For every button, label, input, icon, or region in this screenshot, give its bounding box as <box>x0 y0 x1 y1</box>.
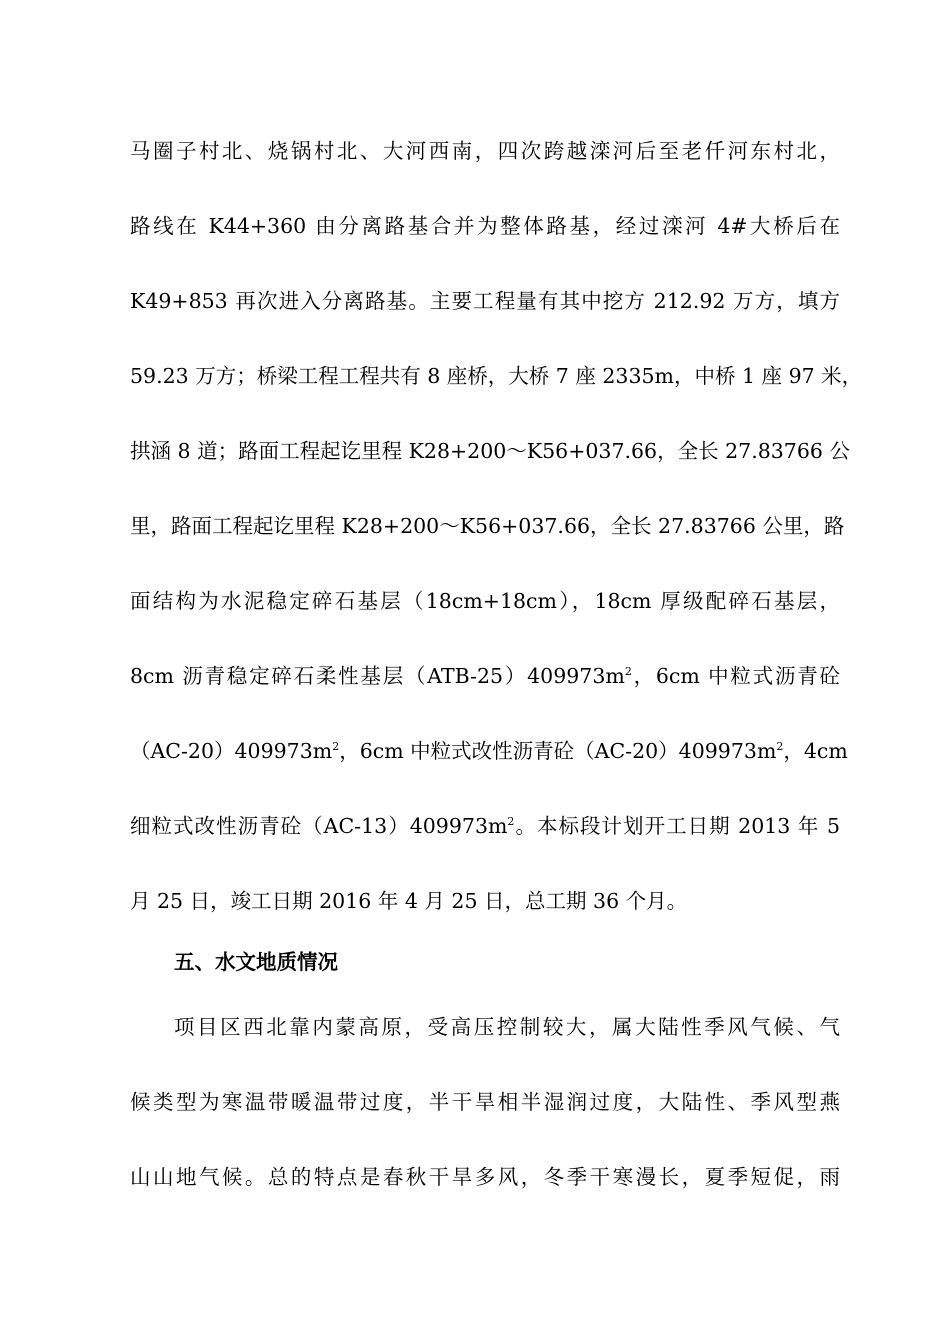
superscript: 2 <box>776 740 784 754</box>
text-line-6: 里，路面工程起讫里程 K28+200～K56+037.66，全长 27.83766 公里，路 <box>130 514 845 538</box>
text-line-2: 路线在 K44+360 由分离路基合并为整体路基，经过滦河 4#大桥后在 <box>130 214 840 238</box>
superscript: 2 <box>332 740 340 754</box>
text-segment: ，6cm 中粒式改性沥青砼（AC-20）409973m <box>339 739 777 763</box>
text-segment: 细粒式改性沥青砼（AC-13）409973m <box>130 814 508 838</box>
text-segment: （AC-20）409973m <box>130 739 333 763</box>
text-segment: ，6cm 中粒式沥青砼 <box>631 664 840 688</box>
superscript: 2 <box>624 665 632 679</box>
section-heading: 五、水文地质情况 <box>174 950 338 974</box>
paragraph-line-2: 候类型为寒温带暖温带过度，半干旱相半湿润过度，大陆性、季风型燕 <box>130 1090 840 1114</box>
text-line-11: 月 25 日，竣工日期 2016 年 4 月 25 日，总工期 36 个月。 <box>130 889 688 913</box>
text-segment: 8cm 沥青稳定碎石柔性基层（ATB-25）409973m <box>130 664 625 688</box>
text-line-9 <box>130 736 848 766</box>
text-line-4: 59.23 万方；桥梁工程工程共有 8 座桥，大桥 7 座 2335m，中桥 1 座 97 米， <box>130 364 863 388</box>
paragraph-line-1: 项目区西北靠内蒙高原，受高压控制较大，属大陆性季风气候、气 <box>174 1015 840 1039</box>
text-line-7: 面结构为水泥稳定碎石基层（18cm+18cm），18cm 厚级配碎石基层， <box>130 589 840 613</box>
text-line-8 <box>130 661 840 691</box>
text-line-5: 拱涵 8 道；路面工程起讫里程 K28+200～K56+037.66，全长 27.83766 公 <box>130 439 850 463</box>
text-line-3: K49+853 再次进入分离路基。主要工程量有其中挖方 212.92 万方，填方 <box>130 289 840 313</box>
text-segment: ，4cm <box>783 739 848 763</box>
text-line-10 <box>130 811 840 841</box>
text-segment: 。本标段计划开工日期 2013 年 5 <box>514 814 840 838</box>
paragraph-line-3: 山山地气候。总的特点是春秋干旱多风，冬季干寒漫长，夏季短促，雨 <box>130 1165 840 1189</box>
superscript: 2 <box>507 815 515 829</box>
text-line-1: 马圈子村北、烧锅村北、大河西南，四次跨越滦河后至老仟河东村北， <box>130 139 840 163</box>
